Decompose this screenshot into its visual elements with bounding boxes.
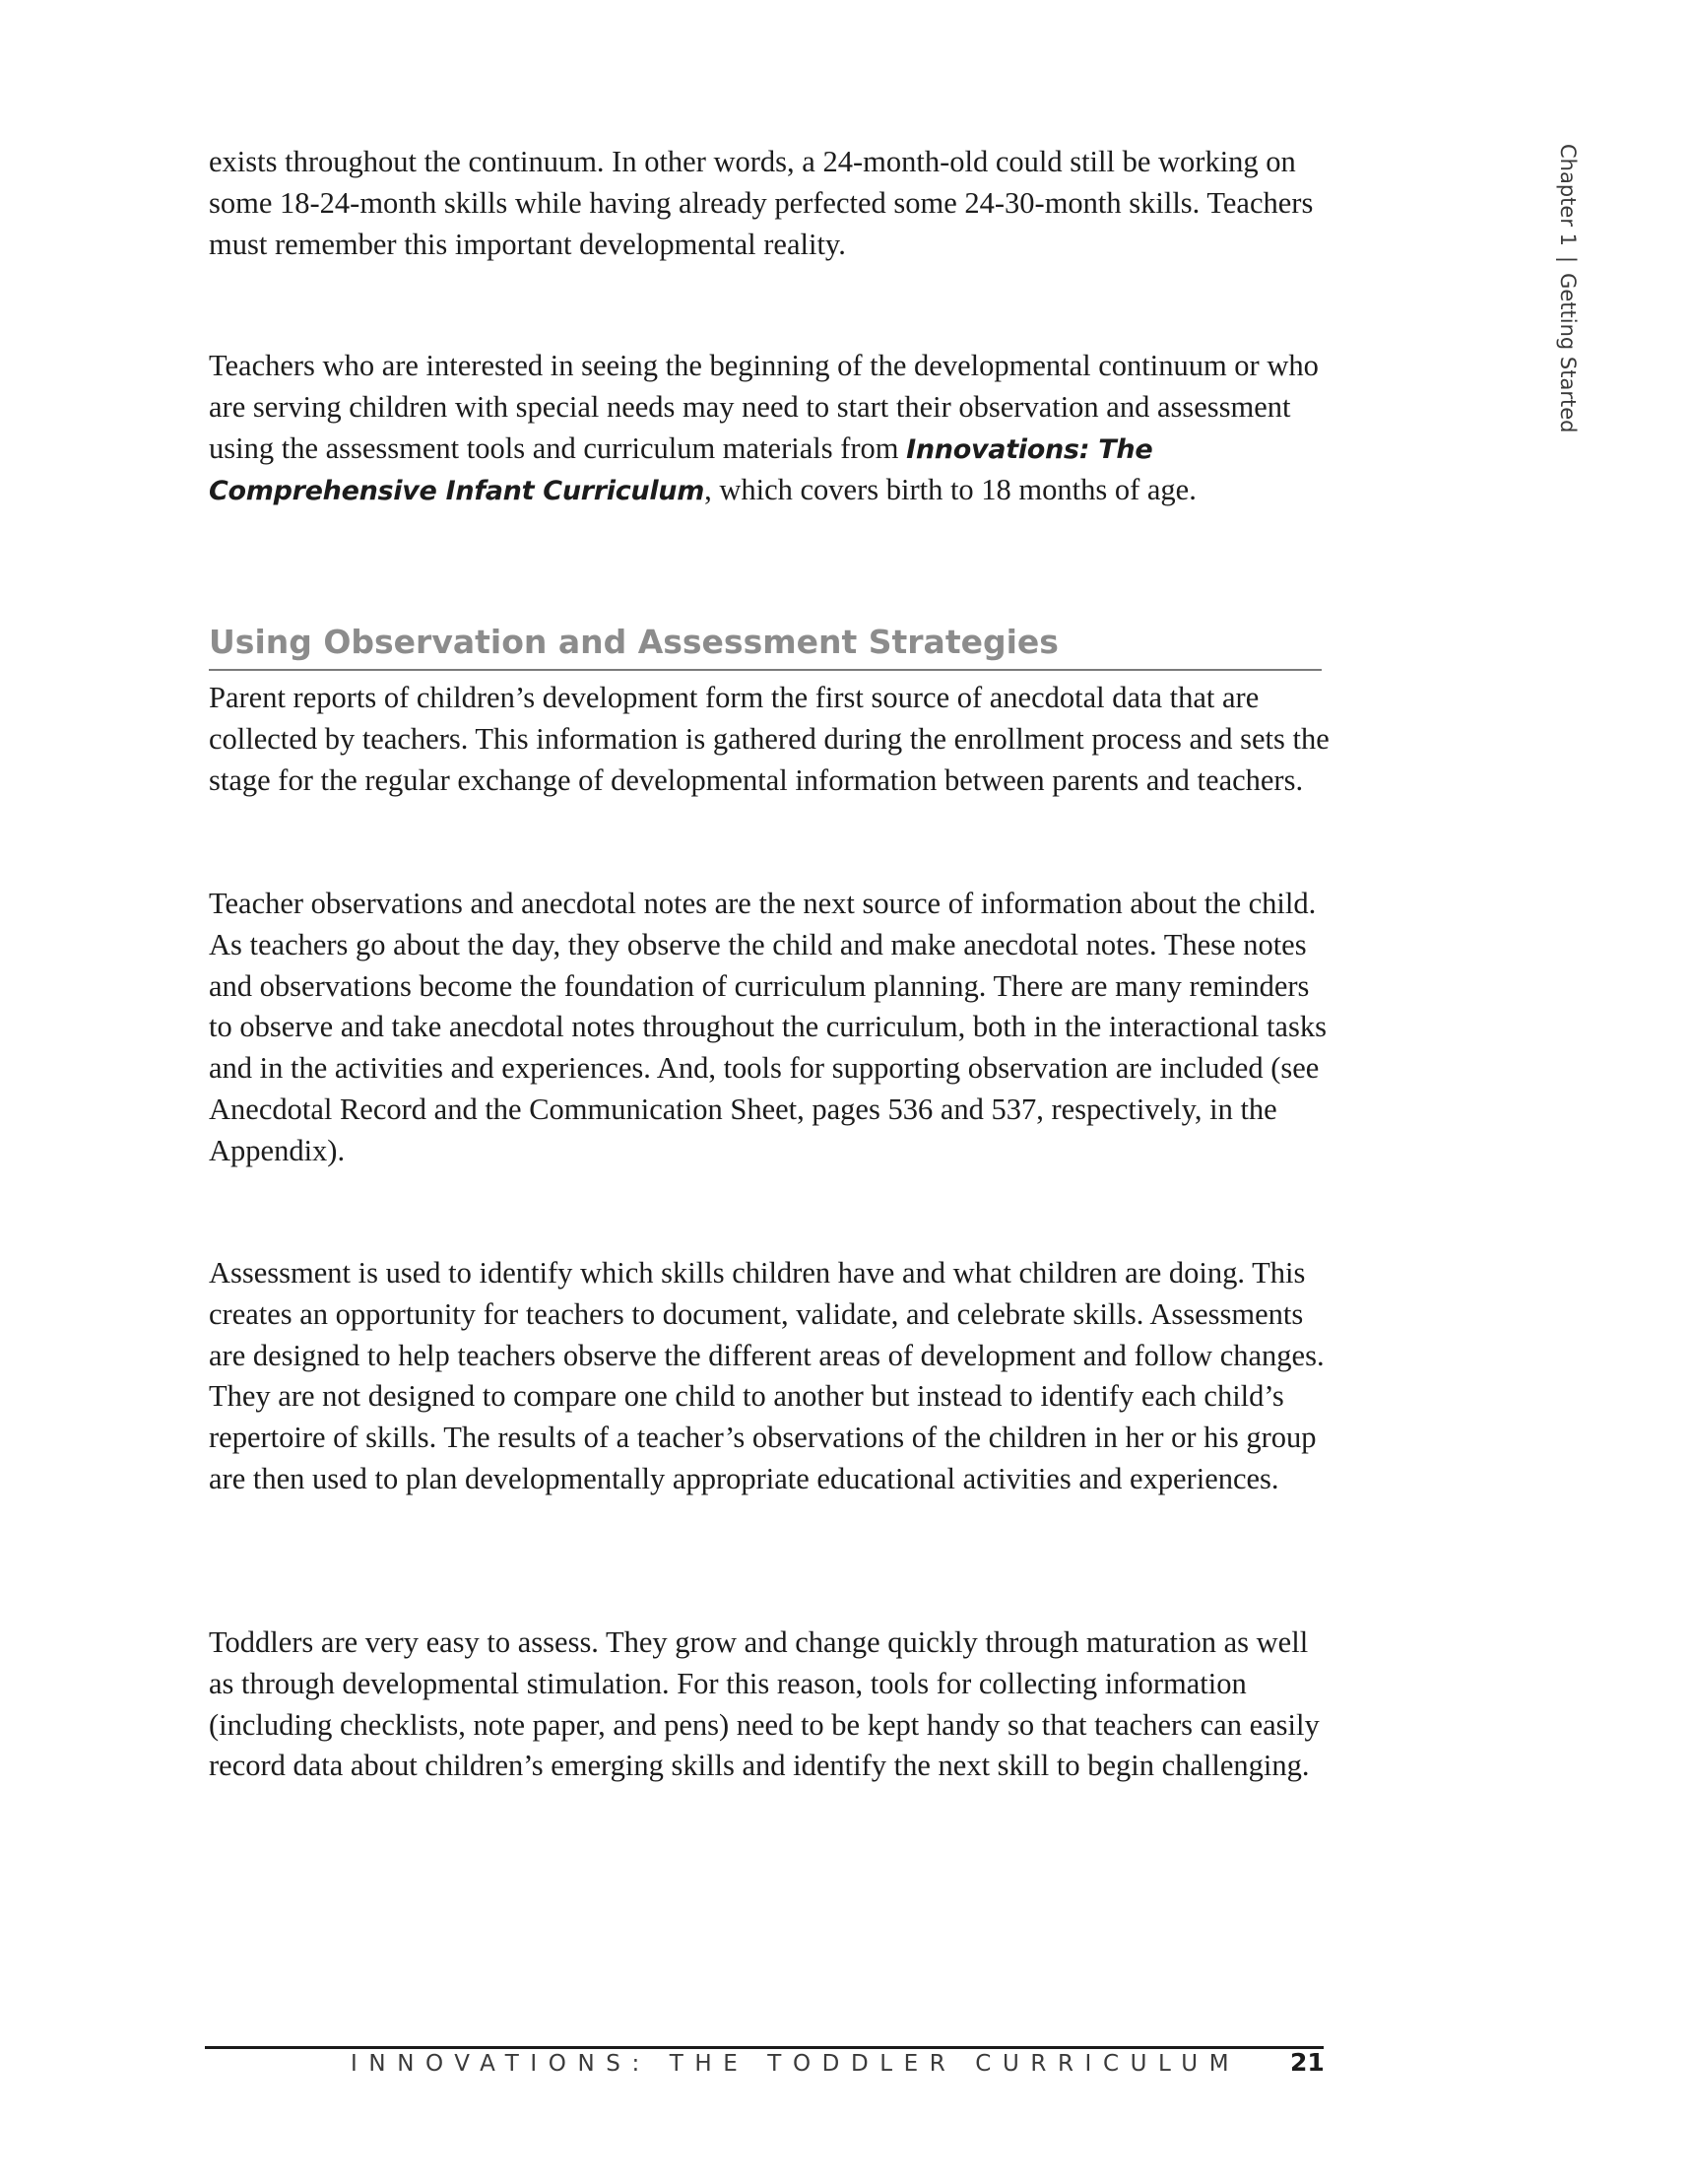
chapter-side-tab: [1556, 144, 1580, 432]
section-heading: Using Observation and Assessment Strategies: [209, 623, 1059, 661]
page-number: 21: [1290, 2048, 1325, 2077]
infant-curriculum-title: Innovations: The Comprehensive Infant Curriculum: [209, 433, 1153, 507]
section-heading-rule: [209, 669, 1322, 671]
chapter-label: Chapter 1: [1556, 144, 1580, 246]
paragraph-infant-curriculum: [209, 346, 1332, 512]
paragraph-infant-curriculum-end: , which covers birth to 18 months of age.: [704, 473, 1197, 507]
footer-book-title: INNOVATIONS: THE TODDLER CURRICULUM: [351, 2051, 1241, 2077]
paragraph-toddlers: Toddlers are very easy to assess. They grow and change quickly through maturation as well as through developmental stimulation. For this reason, tools for collecting information (including checklists, note paper, and pens) need to be kept handy so that teachers can easily record data about children’s emerging skills and identify the next skill to begin challenging.: [209, 1625, 1320, 1783]
paragraph-assessment: Assessment is used to identify which skills children have and what children are doing. This creates an opportunity for teachers to document, validate, and celebrate skills. Assessments are designed to help teachers observe the different areas of development and follow changes. They are not designed to compare one child to another but instead to identify each child’s repertoire of skills. The results of a teacher’s observations of the children in her or his group are then used to plan developmentally appropriate educational activities and experiences.: [209, 1256, 1325, 1495]
paragraph-infant-curriculum-text: Teachers who are interested in seeing the beginning of the developmental continuum or who are serving children with special needs may need to start their observation and assessment using the assessment tools and curriculum materials from: [209, 349, 1319, 465]
side-tab-separator: |: [1556, 256, 1580, 264]
paragraph-continuum: exists throughout the continuum. In other words, a 24-month-old could still be working on some 18-24-month skills while having already perfected some 24-30-month skills. Teachers must remember this important developmental reality.: [209, 145, 1314, 261]
paragraph-parent-reports: Parent reports of children’s development form the first source of anecdotal data that are collected by teachers. This information is gathered during the enrollment process and sets the stage for the regular exchange of developmental information between parents and teachers.: [209, 681, 1330, 797]
section-label: Getting Started: [1556, 273, 1580, 433]
paragraph-teacher-observations: Teacher observations and anecdotal notes are the next source of information about the child. As teachers go about the day, they observe the child and make anecdotal notes. These notes and observations become the foundation of curriculum planning. There are many reminders to observe and take anecdotal notes throughout the curriculum, both in the interactional tasks and in the activities and experiences. And, tools for supporting observation are included (see Anecdotal Record and the Communication Sheet, pages 536 and 537, respectively, in the Appendix).: [209, 887, 1327, 1167]
